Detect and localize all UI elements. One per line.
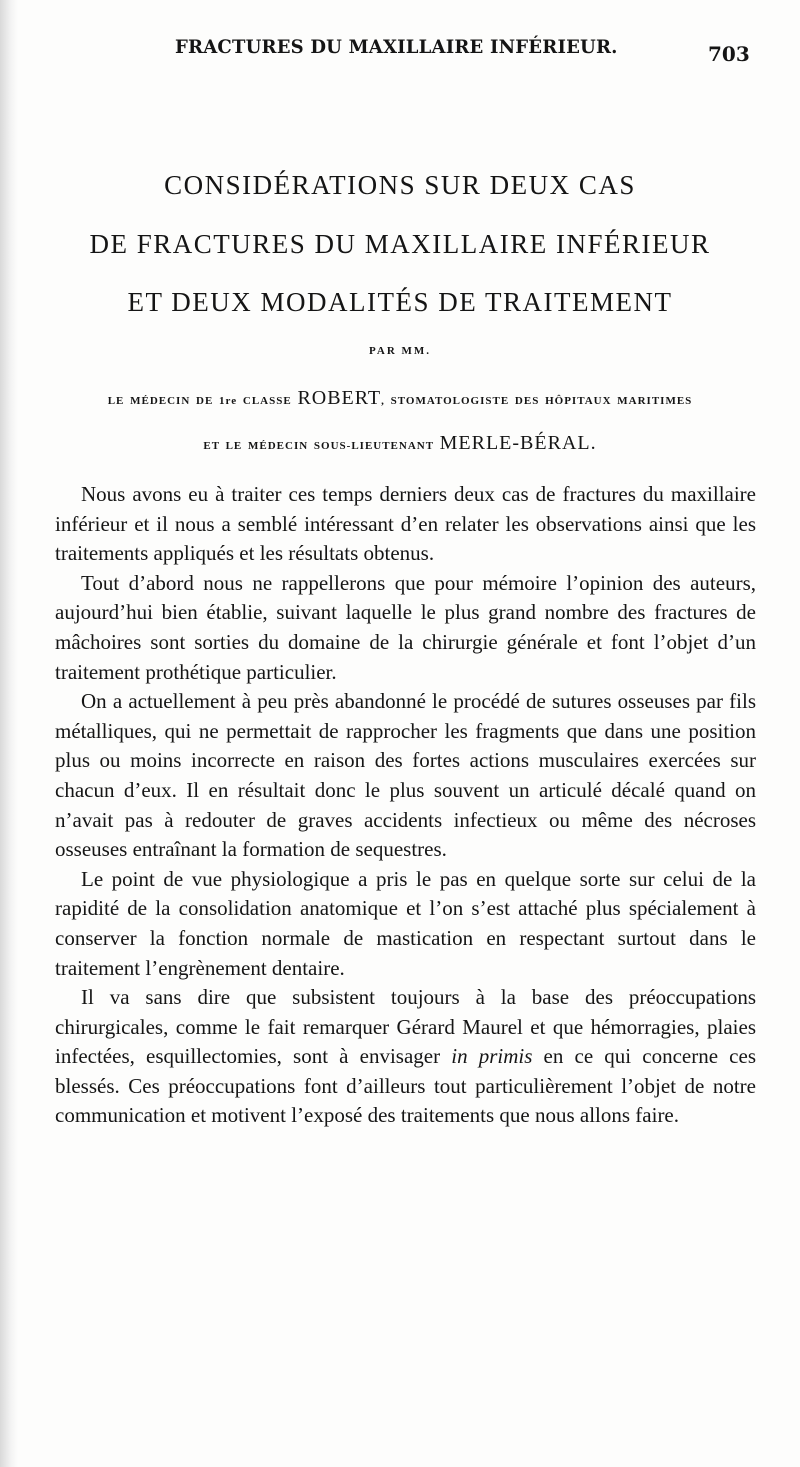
page-edge-shadow [0, 0, 18, 1467]
paragraph-4: Le point de vue physiologique a pris le pas en quelque sorte sur celui de la rapidité de la consolidation anatomique et l’on s’est attaché plus spécialement à conserver la fonction normale de mastication en respectant surtout dans le traitement l’engrènement dentaire. [55, 866, 756, 980]
page-number: 703 [708, 42, 750, 66]
author1-name: ROBERT [297, 387, 382, 409]
running-title: FRACTURES DU MAXILLAIRE INFÉRIEUR. [175, 36, 618, 58]
article-title-line-2: DE FRACTURES DU MAXILLAIRE INFÉRIEUR [89, 229, 711, 259]
author-line-1 [0, 387, 800, 410]
article-title-line-1: CONSIDÉRATIONS SUR DEUX CAS [164, 170, 636, 200]
paragraph-5-part-1: Il va sans dire que subsistent toujours à la base des préoccupations chirurgicales, comme le fait remarquer Gérard Maurel et que hémorragies, plaies infectées, esquillectomies, sont à envisager [55, 985, 756, 1069]
by-line: PAR MM. [368, 345, 432, 357]
author-line-2 [0, 432, 800, 455]
author2-name: MERLE-BÉRAL. [439, 432, 597, 454]
paragraph-5-part-2: en ce qui concerne ces blessés. Ces préoccupations font d’ailleurs tout particulièrement l’objet de notre communication et motivent l’exposé des traitements que nous allons faire. [55, 1044, 756, 1128]
author2-prefix: ET LE MÉDECIN SOUS-LIEUTENANT [203, 440, 434, 452]
article-title-line-3: ET DEUX MODALITÉS DE TRAITEMENT [127, 287, 673, 317]
paragraph-1: Nous avons eu à traiter ces temps derniers deux cas de fractures du maxillaire inférieur et il nous a semblé intéressant d’en relater les observations ainsi que les traitements appliqués et les résultats obtenus. [55, 482, 756, 566]
author1-suffix: , STOMATOLOGISTE DES HÔPITAUX MARITIMES [381, 395, 693, 407]
running-header [0, 36, 800, 66]
latin-phrase: in primis [451, 1044, 533, 1069]
author1-prefix: LE MÉDECIN DE 1re CLASSE [107, 395, 292, 407]
paragraph-3: On a actuellement à peu près abandonné le procédé de sutures osseuses par fils métalliques, qui ne permettait de rapprocher les fragments que dans une position plus ou moins incorrecte en raison des fortes actions musculaires exercées sur chacun d’eux. Il en résultait donc le plus souvent un articulé décalé quand on n’avait pas à redouter de graves accidents infectieux ou même des nécroses osseuses entraînant la formation de sequestres. [55, 689, 756, 862]
paragraph-5 [55, 983, 756, 1131]
paragraph-2: Tout d’abord nous ne rappellerons que pour mémoire l’opinion des auteurs, aujourd’hui bien établie, suivant laquelle le plus grand nombre des fractures de mâchoires sont sorties du domaine de la chirurgie générale et font l’objet d’un traitement prothétique particulier. [55, 570, 756, 684]
article-body [55, 480, 756, 1131]
